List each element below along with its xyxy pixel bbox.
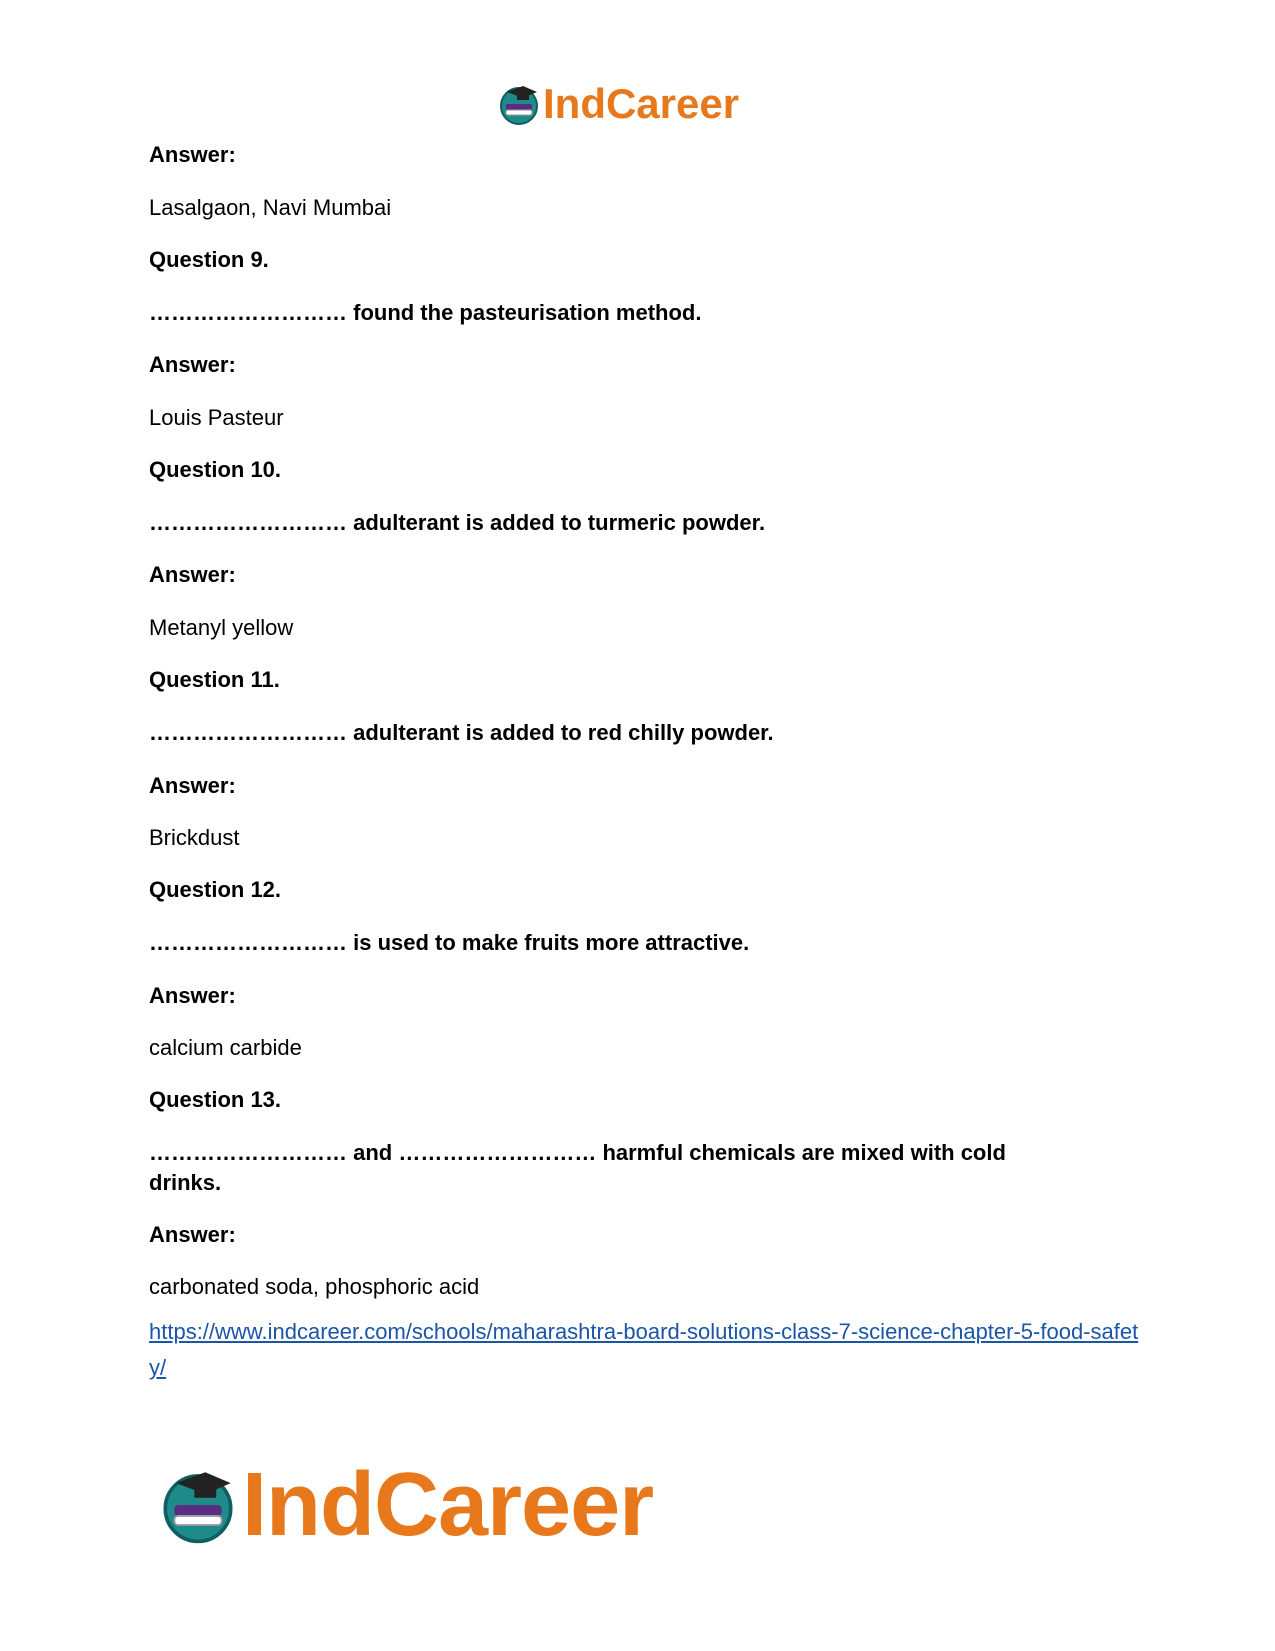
- answer-label: Answer:: [149, 1222, 236, 1247]
- answer-text: carbonated soda, phosphoric acid: [149, 1274, 480, 1299]
- logo-wordmark-top: IndCareer: [543, 80, 740, 127]
- answer-label: Answer:: [149, 773, 236, 798]
- indcareer-logo-bottom: [158, 1455, 654, 1555]
- source-link[interactable]: https://www.indcareer.com/schools/maharashtra-board-solutions-class-7-science-chapter-5-food-safety/: [149, 1319, 1139, 1380]
- answer-text: Lasalgaon, Navi Mumbai: [149, 195, 392, 220]
- question-text: ……………………… adulterant is added to red chilly powder.: [149, 720, 774, 745]
- answer-text: calcium carbide: [149, 1035, 302, 1060]
- question-number: Question 11.: [149, 667, 280, 692]
- answer-label: Answer:: [149, 352, 236, 377]
- answer-label: Answer:: [149, 983, 236, 1008]
- globe-graduate-icon: [158, 1465, 238, 1545]
- question-text: ……………………… and ……………………… harmful chemicals are mixed with cold drinks.: [149, 1140, 1006, 1195]
- question-number: Question 9.: [149, 247, 269, 272]
- globe-graduate-icon: [497, 82, 541, 126]
- logo-wordmark-bottom: IndCareer: [242, 1455, 654, 1555]
- question-text: ……………………… adulterant is added to turmeric powder.: [149, 510, 766, 535]
- answer-label: Answer:: [149, 562, 236, 587]
- question-number: Question 10.: [149, 457, 282, 482]
- answer-text: Louis Pasteur: [149, 405, 284, 430]
- question-number: Question 13.: [149, 1087, 282, 1112]
- question-text: ……………………… found the pasteurisation method.: [149, 300, 702, 325]
- answer-label: Answer:: [149, 142, 236, 167]
- answer-text: Brickdust: [149, 825, 240, 850]
- answer-text: Metanyl yellow: [149, 615, 294, 640]
- question-text: ……………………… is used to make fruits more attractive.: [149, 930, 750, 955]
- indcareer-logo-top: [497, 78, 739, 130]
- question-number: Question 12.: [149, 877, 282, 902]
